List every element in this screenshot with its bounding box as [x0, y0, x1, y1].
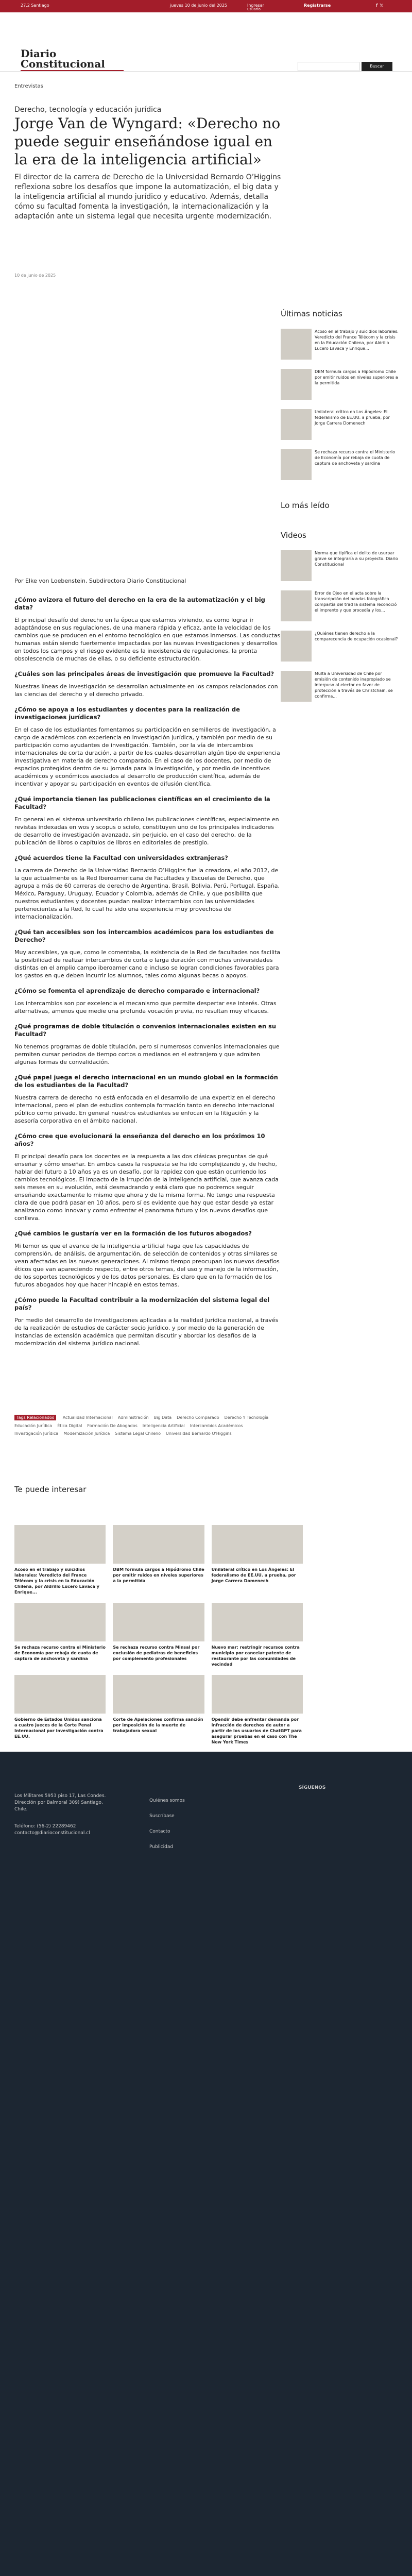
sidebar: [281, 309, 399, 711]
card-title: Unilateral crítico en Los Ángeles: El federalismo de EE.UU. a prueba, por Jorge Carrera Domenech: [211, 1567, 296, 1583]
videos-title: Videos: [281, 531, 306, 540]
question-heading: ¿Qué programas de doble titulación o convenios internacionales existen en su Facultad?: [14, 1023, 277, 1038]
interest-title: Te puede interesar: [14, 1485, 87, 1494]
interest-card[interactable]: [212, 1525, 303, 1595]
header: [0, 12, 412, 72]
footer-phone: Teléfono: (56-2) 22289462: [14, 1824, 76, 1829]
footer-link[interactable]: Publicidad: [149, 1844, 174, 1850]
tag-link[interactable]: Actualidad Internacional: [62, 1415, 113, 1420]
thumbnail-image: [281, 409, 312, 440]
tag-link[interactable]: Intercambios Académicos: [190, 1423, 243, 1428]
footer-link[interactable]: Suscríbase: [149, 1814, 175, 1819]
login-link[interactable]: Ingresar: [247, 3, 264, 8]
card-title: Se rechaza recurso contra Minsal por exclusión de pediatras de beneficios por complemento profesionales: [113, 1645, 200, 1661]
question-heading: ¿Cómo puede la Facultad contribuir a la modernización del sistema legal del país?: [14, 1296, 270, 1311]
answer-paragraph: Muy accesibles, ya que, como le comentaba, la existencia de la Red de facultades nos facilita la posibilidad de realizar intercambios de corta o larga duración con muchas universidades distintas en el amplio campo iberoamericano e incluso se logran condiciones favorables para los gastos en que deben incurrir los alumnos, tales como algunas becas o apoyos.: [14, 949, 281, 979]
interest-card[interactable]: [212, 1603, 303, 1667]
answer-paragraph: La carrera de Derecho de la Universidad Bernardo O’Higgins fue la creadora, el año 2012, de la que actualmente es la Red Iberoamericana de Facultades y Escuelas de Derecho, que agrupa a más de 60 carreras de derecho de Argentina, Brasil, Bolivia, Perú, Portugal, España, México, Paraguay, Uruguay, Ecuador y Colombia, además de Chile, y que posibilita que nuestros estudiantes y docentes puedan realizar intercambios con las universidades pertenecientes a la Red, lo cual ha sido una experiencia muy provechosa de internacionalización.: [14, 867, 280, 920]
footer-link[interactable]: Quiénes somos: [149, 1798, 185, 1803]
interest-card[interactable]: [14, 1603, 106, 1667]
item-title: Acoso en el trabajo y suicidios laborales: Veredicto del France Télécom y la crisis en la Educación Chilena, por Aldrillo Lucero Lavaca y Enrique...: [315, 329, 399, 351]
answer-paragraph: Nuestra carrera de derecho no está enfocada en el desarrollo de una expertiz en el derecho internacional, pero el plan de estudios contempla formación tanto en derecho internacional público como privado. En general nuestros estudiantes se enfocan en la litigación y la asesoría corporativa en el ámbito nacional.: [14, 1094, 276, 1124]
question-heading: ¿Qué cambios le gustaría ver en la formación de los futuros abogados?: [14, 1230, 252, 1237]
question-heading: ¿Qué papel juega el derecho internacional en un mundo global en la formación de los estudiantes de la Facultad?: [14, 1074, 278, 1089]
latest-news-item[interactable]: [281, 369, 399, 400]
top-location: 27.2 Santiago: [21, 3, 49, 8]
tag-link[interactable]: Big Data: [153, 1415, 172, 1420]
question-heading: ¿Cómo cree que evolucionará la enseñanza del derecho en los próximos 10 años?: [14, 1132, 265, 1147]
card-image: [212, 1603, 303, 1641]
card-image: [113, 1603, 204, 1641]
tag-link[interactable]: Administración: [117, 1415, 149, 1420]
card-image: [14, 1603, 106, 1641]
video-item[interactable]: [281, 631, 399, 662]
video-item[interactable]: [281, 590, 399, 621]
latest-news-item[interactable]: [281, 409, 399, 440]
article-lead: El director de la carrera de Derecho de la Universidad Bernardo O’Higgins reflexiona sobre los desafíos que impone la automatización, el big data y la inteligencia artificial al mundo jurídico y educativo. Además, detalla cómo su facultad fomenta la investigación, la internacionalización y la adaptación ante un sistema legal que necesita urgente modernización.: [14, 173, 281, 221]
card-title: DBM formula cargos a Hipódromo Chile por emitir ruidos en niveles superiores a la permitida: [113, 1567, 204, 1583]
interest-card[interactable]: [113, 1675, 204, 1745]
article-body: [14, 577, 282, 1352]
question-heading: ¿Cuáles son las principales áreas de investigación que promueve la Facultad?: [14, 670, 274, 677]
latest-news-title: Últimas noticias: [281, 309, 342, 318]
card-image: [14, 1675, 106, 1714]
item-title: ¿Quiénes tienen derecho a la comparecencia de ocupación ocasional?: [315, 631, 398, 641]
tag-link[interactable]: Modernización Jurídica: [63, 1431, 110, 1436]
top-bar: [0, 0, 412, 12]
question-heading: ¿Qué importancia tienen las publicaciones científicas en el crecimiento de la Facultad?: [14, 795, 270, 810]
thumbnail-image: [281, 550, 312, 581]
card-image: [212, 1675, 303, 1714]
interest-card[interactable]: [113, 1525, 204, 1595]
card-title: Acoso en el trabajo y suicidios laborales: Veredicto del France Télécom y la crisis en la Educación Chilena, por Aldrillo Lucero Lavaca y Enrique...: [14, 1567, 99, 1595]
card-title: Nuevo mar: restringir recursos contra municipio por cancelar patente de restaurante por las comunidades de vecindad: [211, 1645, 300, 1667]
thumbnail-image: [281, 449, 312, 480]
latest-news-item[interactable]: [281, 329, 399, 360]
interest-card[interactable]: [113, 1603, 204, 1667]
related-tags: [14, 1415, 282, 1439]
answer-paragraph: El principal desafío del derecho en la época que estamos viviendo, es como lograr ir adaptándose en sus regulaciones, de una manera rápida y eficaz, ante la velocidad de los cambios que se producen en el entorno tecnológico en que estamos inmersos. Las conductas humanas están siendo fuertemente impactadas por las nuevas investigaciones y desarrollos en todos los campos y el riesgo evidente es la inexistencia de regulaciones, la pronta obsolescencia de muchas de ellas, o su deficiente estructuración.: [14, 617, 281, 662]
user-link[interactable]: usuario: [247, 7, 261, 11]
follow-title: SÍGUENOS: [299, 1785, 326, 1790]
interest-cards: [14, 1525, 303, 1745]
footer: [0, 1752, 412, 2576]
item-title: Multa a Universidad de Chile por emisión de contenido inapropiado se interpuso al elector en favor de protección a través de Christchain, se confirma...: [315, 671, 393, 699]
item-title: Unilateral crítico en Los Ángeles: El federalismo de EE.UU. a prueba, por Jorge Carrera Domenech: [315, 410, 390, 426]
tag-link[interactable]: Educación Jurídica: [14, 1423, 53, 1428]
card-image: [212, 1525, 303, 1564]
card-image: [113, 1525, 204, 1564]
footer-link[interactable]: Contacto: [149, 1829, 170, 1834]
question-heading: ¿Cómo avizora el futuro del derecho en la era de la automatización y el big data?: [14, 596, 265, 611]
tag-link[interactable]: Formación De Abogados: [87, 1423, 138, 1428]
item-title: Se rechaza recurso contra el Ministerio de Economía por rebaja de cuota de captura de anchoveta y sardina: [315, 450, 395, 466]
answer-paragraph: En el caso de los estudiantes fomentamos su participación en semilleros de investigación, a cargo de académicos con experiencia en investigación jurídica, y también por medio de su participación como ayudantes de investigación. También, por la vía de intercambios internacionales de corta duración, a partir de los cuales desarrollan algún tipo de experiencia investigativa en materia de derecho comparado. En el caso de los docentes, por medio de espacios protegidos dentro de su jornada para la investigación, y por medio de incentivos académicos y económicos asociados al desarrollo de producción científica, además de incentivar y apoyar su participación en eventos de difusión científica.: [14, 726, 280, 787]
answer-paragraph: No tenemos programas de doble titulación, pero sí numerosos convenios internacionales que permiten cursar periodos de tiempo cortos o medianos en el extranjero y que admiten algunas formas de convalidación.: [14, 1043, 280, 1065]
tag-link[interactable]: Derecho Y Tecnología: [224, 1415, 269, 1420]
card-title: Se rechaza recurso contra el Ministerio de Economía por rebaja de cuota de captura de anchoveta y sardina: [14, 1645, 106, 1661]
interest-card[interactable]: [14, 1525, 106, 1595]
thumbnail-image: [281, 329, 312, 360]
article-date: 10 de junio de 2025: [14, 273, 56, 278]
footer-address2: Dirección por Balmoral 309) Santiago, Chile.: [14, 1800, 103, 1812]
card-title: Corte de Apelaciones confirma sanción por imposición de la muerte de trabajadora sexual: [113, 1717, 203, 1733]
question-heading: ¿Cómo se fomenta el aprendizaje de derecho comparado e internacional?: [14, 987, 260, 994]
answer-paragraph: Por medio del desarrollo de investigaciones aplicadas a la realidad jurídica nacional, a través de la realización de estudios de carácter socio jurídico, y por medio de la generación de instancias de extensión académica que permitan discutir y abordar los desafíos de la modernización del sistema jurídico nacional.: [14, 1317, 279, 1347]
search-input[interactable]: [298, 62, 359, 71]
most-read-title: Lo más leído: [281, 501, 330, 510]
card-title: Opendir debe enfrentar demanda por infracción de derechos de autor a partir de los usuarios de ChatGPT para asegurar pruebas en el caso con The New York Times: [211, 1717, 302, 1744]
video-item[interactable]: [281, 550, 399, 581]
search-button[interactable]: Buscar: [362, 62, 392, 71]
site-logo[interactable]: Diario Constitucional: [21, 47, 105, 70]
footer-address: Los Militares 5953 piso 17, Las Condes.: [14, 1793, 106, 1799]
logo-underline: [21, 70, 124, 71]
card-image: [14, 1525, 106, 1564]
video-item[interactable]: [281, 671, 399, 702]
interest-card[interactable]: [14, 1675, 106, 1745]
thumbnail-image: [281, 590, 312, 621]
tag-link[interactable]: Investigación Jurídica: [14, 1431, 59, 1436]
tags-title: Tags Relacionados: [14, 1415, 56, 1420]
question-heading: ¿Qué tan accesibles son los intercambios académicos para los estudiantes de Derecho?: [14, 928, 274, 943]
answer-paragraph: En general en el sistema universitario chileno las publicaciones científicas, especialmente en revistas indexadas en wos y scopus o scielo, constituyen uno de los principales indicadores de desarrollo de investigación avanzada, sin perjuicio, en el caso del derecho, de la publicación de libros o capítulos de libros en editoriales de prestigio.: [14, 816, 279, 846]
item-title: Norma que tipifica el delito de usurpar grave se integraría a su proyecto. Diario Constitucional: [315, 551, 398, 567]
tag-link[interactable]: Universidad Bernardo O'Higgins: [166, 1431, 232, 1436]
tag-link[interactable]: Inteligencia Artificial: [142, 1423, 185, 1428]
tag-link[interactable]: Derecho Comparado: [177, 1415, 219, 1420]
thumbnail-image: [281, 631, 312, 662]
card-image: [113, 1675, 204, 1714]
interest-card[interactable]: [212, 1675, 303, 1745]
question-heading: ¿Qué acuerdos tiene la Facultad con universidades extranjeras?: [14, 854, 228, 861]
social-icons[interactable]: f 𝕏: [376, 3, 384, 9]
answer-paragraph: El principal desafío para los docentes es la respuesta a las dos clásicas preguntas de qué enseñar y cómo enseñar. En ambos casos la respuesta se ha ido complejizando y, de hecho, hablar del futuro a 10 años ya es un desafío, por la rapidez con que están ocurriendo los cambios tecnológicos. El impacto de la irrupción de la inteligencia artificial, que avanza cada seis meses en su evolución, está desmadrando y está claro que no podremos seguir enseñando exactamente lo mismo que ahora y de la misma forma. No tengo una respuesta clara de que podrá pasar en 10 años, pero sí es evidente que hay que estar desde ya estar analizando como innovar y como enfrentar el panorama futuro y los nuevos desafíos que conlleva.: [14, 1153, 279, 1222]
latest-news-item[interactable]: [281, 449, 399, 480]
top-date: jueves 10 de junio del 2025: [170, 3, 227, 8]
footer-email[interactable]: contacto@diarioconstitucional.cl: [14, 1831, 90, 1836]
question-heading: ¿Cómo se apoya a los estudiantes y docentes para la realización de investigaciones jurídicas?: [14, 706, 240, 721]
answer-paragraph: Los intercambios son por excelencia el mecanismo que permite despertar ese interés. Otras alternativas, amenos que medie una profunda vocación previa, no resultan muy eficaces.: [14, 1000, 277, 1014]
item-title: DBM formula cargos a Hipódromo Chile por emitir ruidos en niveles superiores a la permitida: [315, 369, 398, 385]
thumbnail-image: [281, 671, 312, 702]
answer-paragraph: Mi temor es que el avance de la inteligencia artificial haga que las capacidades de comprensión, de análisis, de argumentación, de selección de contenidos y otras similares se vean afectadas en las nuevas generaciones. Al mismo tiempo preocupan los nuevos desafíos éticos que van apareciendo respecto, entre otros temas, del uso y manejo de la información, de los soportes tecnológicos y de los datos personales. Es claro que en la formación de los futuros abogados hoy que hacer hincapié en estos temas.: [14, 1243, 280, 1288]
breadcrumb[interactable]: Entrevistas: [14, 83, 43, 89]
article-category: Derecho, tecnología y educación jurídica: [14, 106, 162, 114]
article-title: Jorge Van de Wyngard: «Derecho no puede seguir enseñándose igual en la era de la inteligencia artificial»: [14, 115, 281, 168]
tag-link[interactable]: Sistema Legal Chileno: [115, 1431, 161, 1436]
tag-link[interactable]: Ética Digital: [57, 1423, 82, 1428]
thumbnail-image: [281, 369, 312, 400]
card-title: Gobierno de Estados Unidos sanciona a cuatro jueces de la Corte Penal Internacional por investigación contra EE.UU.: [14, 1717, 104, 1739]
register-link[interactable]: Registrarse: [304, 3, 331, 8]
byline: Por Elke von Loebenstein, Subdirectora Diario Constitucional: [14, 578, 186, 584]
item-title: Error de Ojeo en el acta sobre la transcripción del bandas fotográfica compartía del trad la sistema reconoció el imprento y que procedía y los...: [315, 591, 397, 613]
answer-paragraph: Nuestras líneas de investigación se desarrollan actualmente en los campos relacionados con las ciencias del derecho y el derecho privado.: [14, 683, 278, 698]
